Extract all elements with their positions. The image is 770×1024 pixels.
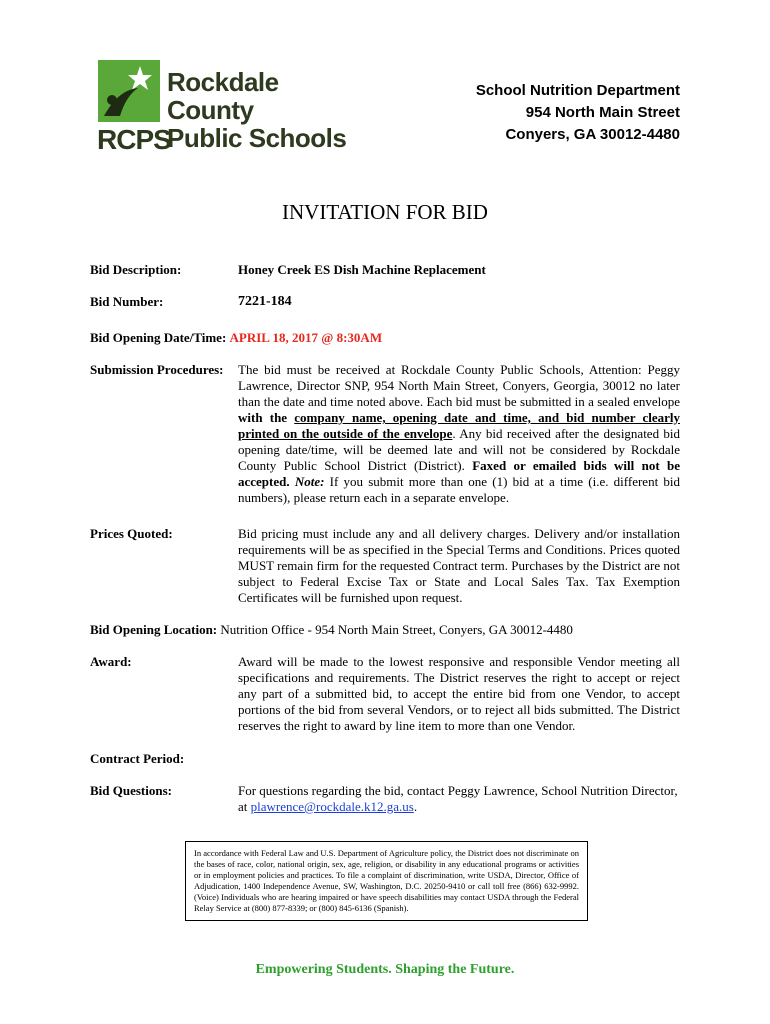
footer-slogan: Empowering Students. Shaping the Future.: [255, 962, 515, 977]
department-name: School Nutrition Department: [475, 82, 680, 99]
award-label: Award:: [90, 654, 132, 669]
questions-label: Bid Questions:: [90, 783, 172, 798]
prices-label: Prices Quoted:: [90, 526, 173, 541]
star-student-icon: [98, 60, 160, 122]
location-row: [90, 622, 680, 638]
submission-label: Submission Procedures:: [90, 362, 224, 377]
bid-description-value: Honey Creek ES Dish Machine Replacement: [238, 262, 486, 277]
bid-number-label: Bid Number:: [90, 294, 164, 309]
logo-abbreviation: RCPS: [97, 124, 171, 155]
award-value: Award will be made to the lowest responsive and responsible Vendor meeting all specifications and requirements. The District reserves the right to accept or reject any part of a submitted bid, to accept the entire bid from one Vendor, to accept portions of the bid from several Vendors, or to reject all bids submitted. The District reserves the right to award by line item to more than one Vendor.: [238, 654, 680, 733]
district-logo: [93, 60, 368, 160]
bid-opening-row: [90, 330, 680, 346]
logo-emblem: [98, 60, 160, 122]
contract-label: Contract Period:: [90, 751, 185, 766]
street-address: 954 North Main Street: [525, 104, 680, 121]
location-label: Bid Opening Location:: [90, 622, 218, 637]
bid-opening-label: Bid Opening Date/Time:: [90, 330, 227, 345]
bid-opening-value: APRIL 18, 2017 @ 8:30AM: [229, 330, 383, 345]
location-value: Nutrition Office - 954 North Main Street, Conyers, GA 30012-4480: [220, 622, 573, 637]
contact-email-link[interactable]: plawrence@rockdale.k12.ga.us: [250, 799, 414, 814]
questions-value: For questions regarding the bid, contact Peggy Lawrence, School Nutrition Director, at plawrence@rockdale.k12.ga.us.: [238, 783, 678, 814]
page-title: INVITATION FOR BID: [282, 200, 488, 224]
department-address: [476, 80, 680, 146]
nondiscrimination-notice: In accordance with Federal Law and U.S. Department of Agriculture policy, the District does not discriminate on the bases of race, color, national origin, sex, age, religion, or disability in any educational programs or activities or in employment policies and practices. To file a complaint of discrimination, write USDA, Director, Office of Adjudication, 1400 Independence Avenue, SW, Washington, D.C. 20250-9410 or call toll free (866) 632-9992. (Voice) Individuals who are hearing impaired or have speech disabilities may contact USDA through the Federal Relay Service at (800) 877-8339; or (800) 845-6136 (Spanish).: [185, 841, 588, 921]
submission-value: The bid must be received at Rockdale County Public Schools, Attention: Peggy Lawrence, Director SNP, 954 North Main Street, Conyers, Georgia, 30012 no later than the date and time noted above. Each bid must be submitted in a sealed envelope with the company name, opening date and time, and bid number clearly printed on the outside of the envelope. Any bid received after the designated bid opening date/time, will be deemed late and will not be considered by Rockdale County Public School District (District). Faxed or emailed bids will not be accepted. Note: If you submit more than one (1) bid at a time (i.e. different bid numbers), please return each in a separate envelope.: [238, 362, 681, 505]
prices-value: Bid pricing must include any and all delivery charges. Delivery and/or installation requirements will be as specified in the Special Terms and Conditions. Prices quoted MUST remain firm for the requested Contract term. Purchases by the District are not subject to Federal Excise Tax or State and Local Sales Tax. Tax Exemption Certificates will be furnished upon request.: [238, 526, 680, 605]
bid-number-value: 7221-184: [238, 294, 292, 309]
bid-description-label: Bid Description:: [90, 262, 182, 277]
city-state-zip: Conyers, GA 30012-4480: [505, 126, 680, 143]
logo-district-name: Rockdale County Public Schools: [167, 67, 347, 153]
